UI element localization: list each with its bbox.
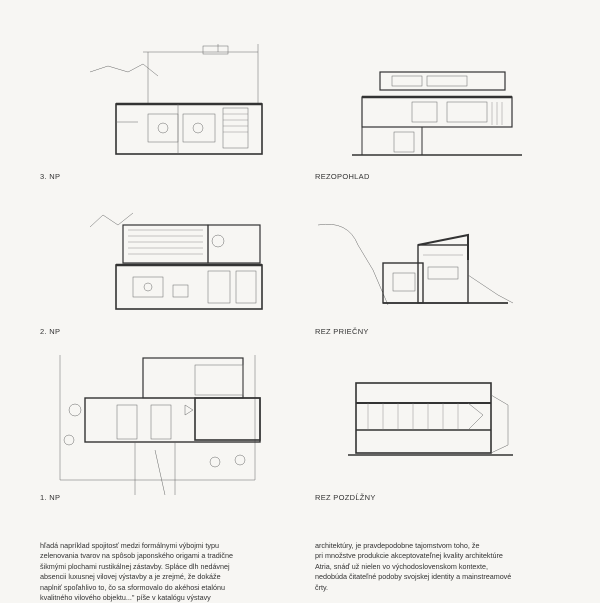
elevation-caption: REZOPOHLAD [315,172,370,181]
cross-section-caption: REZ PRIEČNY [315,327,369,336]
body-text-left: hľadá napríklad spojitosť medzi formálnymi výbojmi typu zelenovania tvarov na spôsob japonského origami a tradične šikmými plochami rustikálnej zástavby. Spláce dlh nedávnej absencii luxusnej vilovej výstavby a je zrejmé, že dokáže naplniť spoľahlivo to, čo sa sformovalo do akéhosi etalónu kvalitného vilového objektu..." píše v katalógu výstavy [40,541,233,603]
floor-3-caption: 3. NP [40,172,61,181]
floor-1-plan [55,350,275,500]
cross-section-drawing [318,215,518,315]
long-section-drawing [348,375,518,465]
floor-2-plan [88,205,268,315]
floor-1-caption: 1. NP [40,493,61,502]
body-text-right: architektúry, je pravdepodobne tajomstvom toho, že pri množstve produkcie akceptovateľnej kvality architektúre Atria, snáď už nielen vo východoslovenskom kontexte, nedobúda čitateľné podoby svojskej identity a mainstreamové črty. [315,541,512,592]
long-section-caption: REZ POZDĹŽNY [315,493,376,502]
elevation-drawing [352,62,522,162]
floor-2-caption: 2. NP [40,327,61,336]
floor-3-plan [88,42,268,162]
